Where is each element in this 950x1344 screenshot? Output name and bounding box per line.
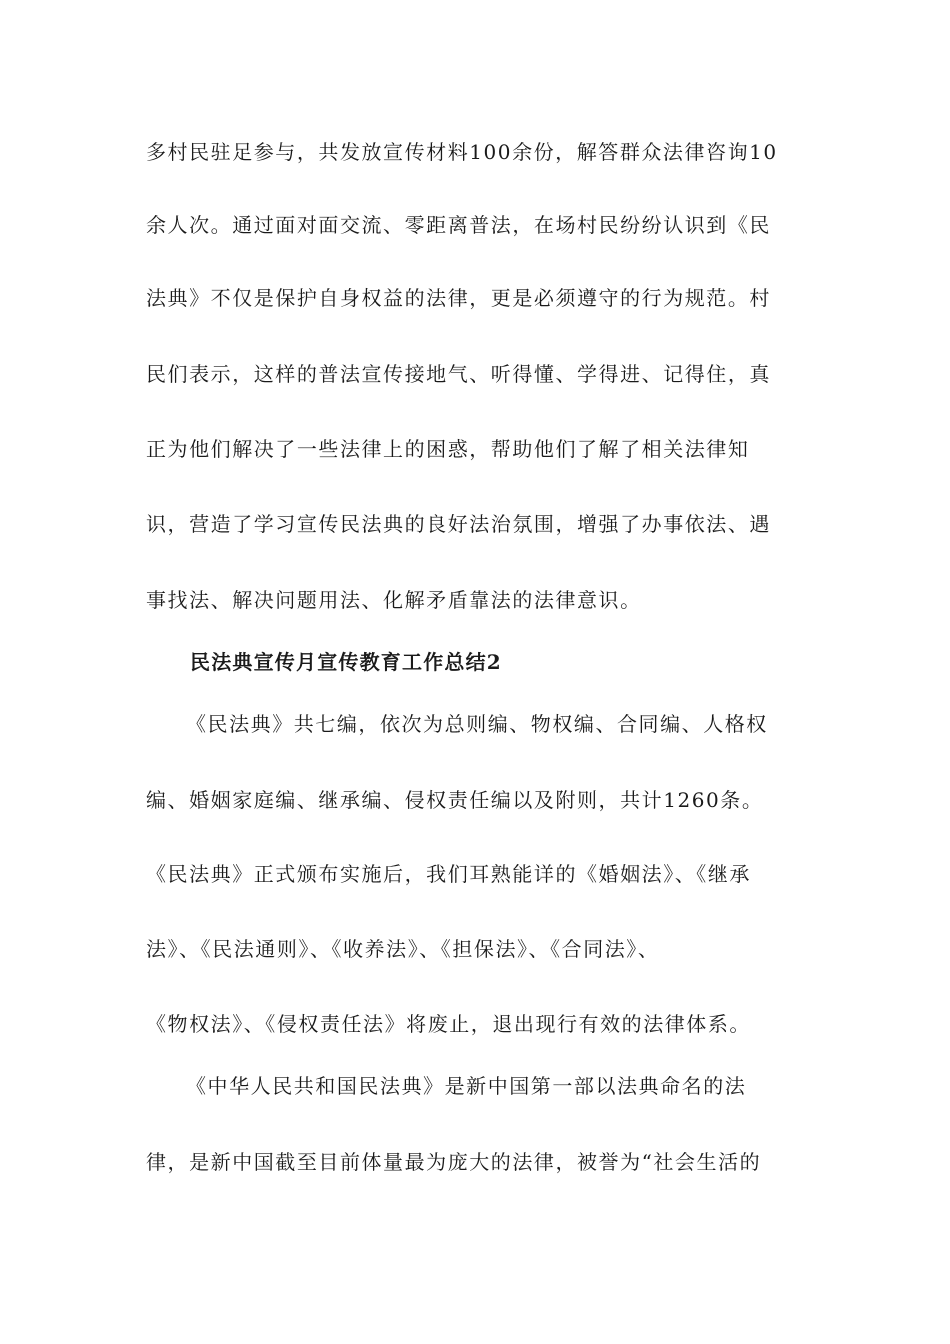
- body-text-line: 正为他们解决了一些法律上的困惑，帮助他们了解了相关法律知: [146, 437, 750, 461]
- body-text-line: 法》、《民法通则》、《收养法》、《担保法》、《合同法》、: [146, 937, 660, 961]
- body-text-line: 识，营造了学习宣传民法典的良好法治氛围，增强了办事依法、遇: [146, 512, 771, 536]
- body-text-line: 《物权法》、《侵权责任法》将废止，退出现行有效的法律体系。: [146, 1012, 751, 1036]
- body-text-line: 事找法、解决问题用法、化解矛盾靠法的法律意识。: [146, 588, 642, 612]
- body-text-line: 《民法典》正式颁布实施后，我们耳熟能详的《婚姻法》、《继承: [146, 862, 751, 886]
- body-text-line: 《中华人民共和国民法典》是新中国第一部以法典命名的法: [186, 1074, 747, 1098]
- body-text-line: 余人次。通过面对面交流、零距离普法，在场村民纷纷认识到《民: [146, 213, 771, 237]
- body-text-line: 编、婚姻家庭编、继承编、侵权责任编以及附则，共计1260条。: [146, 788, 764, 812]
- body-text-line: 《民法典》共七编，依次为总则编、物权编、合同编、人格权: [186, 712, 768, 736]
- body-text-line: 多村民驻足参与，共发放宣传材料100余份，解答群众法律咨询10: [146, 140, 778, 164]
- body-text-line: 律，是新中国截至目前体量最为庞大的法律，被誉为“社会生活的: [146, 1150, 762, 1174]
- body-text-line: 法典》不仅是保护自身权益的法律，更是必须遵守的行为规范。村: [146, 286, 771, 310]
- body-text-line: 民们表示，这样的普法宣传接地气、听得懂、学得进、记得住，真: [146, 362, 771, 386]
- section-heading: 民法典宣传月宣传教育工作总结2: [190, 650, 502, 674]
